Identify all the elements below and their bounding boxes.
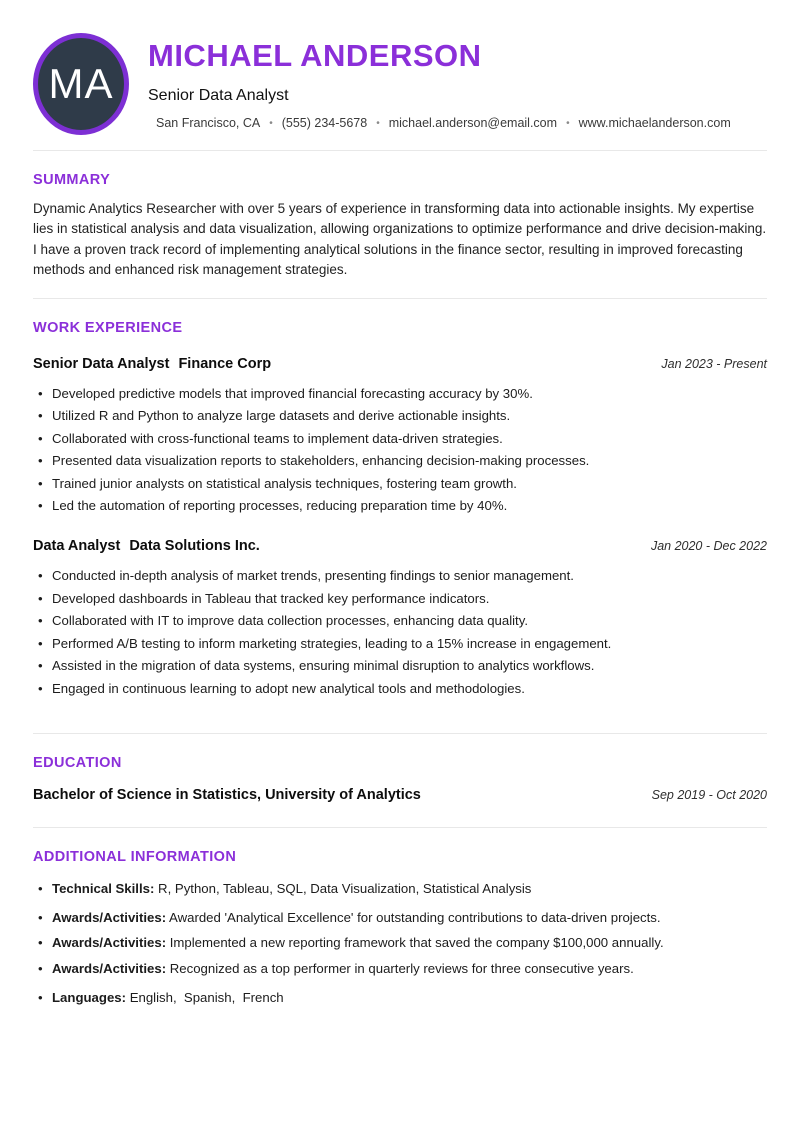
additional-info-item: [33, 909, 767, 926]
job-header: [33, 356, 767, 372]
job-title-line: [33, 538, 260, 554]
job-company: Finance Corp: [178, 355, 272, 372]
section-divider: [33, 150, 767, 151]
additional-info-item: [33, 934, 767, 951]
job-bullet-list: [33, 385, 767, 515]
additional-information-heading: ADDITIONAL INFORMATION: [33, 848, 237, 865]
job-entry: [33, 356, 767, 515]
job-company: Data Solutions Inc.: [129, 538, 260, 555]
additional-info-item: [33, 989, 767, 1006]
education-entry: [33, 787, 767, 803]
job-dates: Jan 2020 - Dec 2022: [650, 539, 767, 554]
section-divider: [33, 298, 767, 299]
job-title: Senior Data Analyst: [33, 355, 170, 372]
job-bullet: • Assisted in the migration of data systems, ensuring minimal disruption to analytics workflows.: [33, 657, 767, 674]
resume-header: [33, 33, 767, 135]
education-dates: Sep 2019 - Oct 2020: [651, 787, 767, 802]
contact-email: michael.anderson@email.com: [388, 116, 558, 130]
education-heading: EDUCATION: [33, 754, 122, 771]
work-experience-heading: WORK EXPERIENCE: [33, 319, 183, 336]
contact-separator-dot: •: [269, 117, 273, 129]
job-bullet: • Utilized R and Python to analyze large datasets and derive actionable insights.: [33, 407, 767, 424]
summary-text: Dynamic Analytics Researcher with over 5 years of experience in transforming data into actionable insights. My expertise lies in statistical analysis and data visualization, allowing organizations to optimize performance and drive decision-making. I have a proven track record of implementing analytical solutions in the finance sector, resulting in improved forecasting methods and enhanced risk management strategies.: [33, 201, 767, 278]
job-title: Data Analyst: [33, 538, 121, 555]
additional-info-text: R, Python, Tableau, SQL, Data Visualization, Statistical Analysis: [158, 880, 532, 896]
additional-info-label: Awards/Activities:: [52, 960, 167, 976]
summary-heading: SUMMARY: [33, 172, 111, 188]
additional-info-list: [33, 880, 767, 1006]
job-bullet-list: [33, 567, 767, 697]
job-entry: [33, 538, 767, 697]
job-bullet: • Developed predictive models that improved financial forecasting accuracy by 30%.: [33, 385, 767, 402]
section-work-experience: [33, 320, 767, 697]
additional-info-label: Awards/Activities:: [52, 909, 167, 925]
job-bullet: • Conducted in-depth analysis of market trends, presenting findings to senior management.: [33, 567, 767, 584]
job-header: [33, 538, 767, 554]
contact-phone: (555) 234-5678: [281, 116, 368, 130]
avatar: [33, 33, 129, 135]
additional-info-item: [33, 960, 767, 977]
candidate-title: Senior Data Analyst: [148, 87, 289, 104]
additional-info-text: Implemented a new reporting framework that saved the company $100,000 annually.: [169, 935, 664, 951]
additional-info-text: Awarded 'Analytical Excellence' for outstanding contributions to data-driven projects.: [169, 909, 661, 925]
job-title-line: [33, 356, 271, 372]
additional-info-label: Languages:: [52, 989, 127, 1005]
section-education: [33, 755, 767, 803]
candidate-name: MICHAEL ANDERSON: [148, 38, 482, 73]
section-divider: [33, 827, 767, 828]
job-bullet: • Performed A/B testing to inform marketing strategies, leading to a 15% increase in engagement.: [33, 635, 767, 652]
avatar-initials: MA: [48, 60, 114, 107]
additional-info-label: Awards/Activities:: [52, 935, 167, 951]
contact-separator-dot: •: [376, 117, 380, 129]
additional-info-label: Technical Skills:: [52, 880, 155, 896]
contact-row: [148, 116, 731, 130]
job-bullet: • Collaborated with cross-functional teams to implement data-driven strategies.: [33, 430, 767, 447]
job-bullet: • Trained junior analysts on statistical analysis techniques, fostering team growth.: [33, 475, 767, 492]
section-additional-information: [33, 849, 767, 1006]
job-dates: Jan 2023 - Present: [661, 356, 767, 371]
additional-info-text: Recognized as a top performer in quarterly reviews for three consecutive years.: [169, 960, 634, 976]
job-bullet: • Collaborated with IT to improve data collection processes, enhancing data quality.: [33, 612, 767, 629]
job-bullet: • Developed dashboards in Tableau that tracked key performance indicators.: [33, 590, 767, 607]
additional-info-text: English, Spanish, French: [129, 989, 284, 1005]
job-bullet: • Led the automation of reporting processes, reducing preparation time by 40%.: [33, 497, 767, 514]
header-identity: [148, 33, 731, 130]
job-bullet: • Presented data visualization reports to stakeholders, enhancing decision-making processes.: [33, 452, 767, 469]
education-degree: Bachelor of Science in Statistics, University of Analytics: [33, 786, 421, 803]
section-divider: [33, 733, 767, 734]
job-bullet: • Engaged in continuous learning to adopt new analytical tools and methodologies.: [33, 680, 767, 697]
contact-separator-dot: •: [566, 117, 570, 129]
contact-website: www.michaelanderson.com: [578, 116, 731, 130]
additional-info-item: [33, 880, 767, 897]
contact-location: San Francisco, CA: [156, 116, 261, 130]
section-summary: [33, 172, 767, 281]
